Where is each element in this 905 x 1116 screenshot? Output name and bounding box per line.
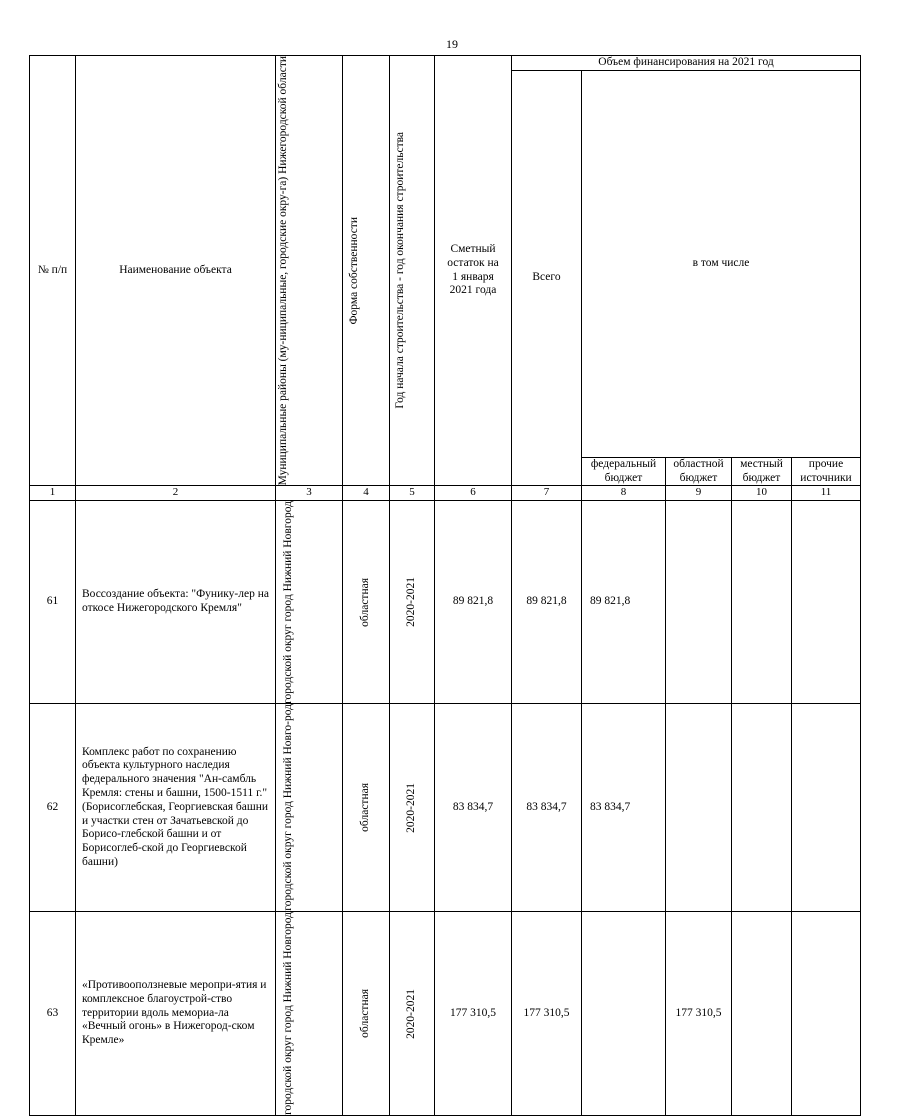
column-number: 6 xyxy=(435,486,512,500)
ownership-cell: областная xyxy=(359,783,372,833)
local-cell xyxy=(732,704,792,912)
other-cell xyxy=(792,500,861,704)
header-num: № п/п xyxy=(30,56,76,486)
row-number: 61 xyxy=(30,500,76,704)
header-including: в том числе xyxy=(582,71,861,458)
header-regional: областной бюджет xyxy=(666,457,732,486)
row-number: 62 xyxy=(30,704,76,912)
column-number: 2 xyxy=(76,486,276,500)
header-other: прочие источники xyxy=(792,457,861,486)
table-row xyxy=(30,704,861,912)
regional-cell xyxy=(666,704,732,912)
column-number-row xyxy=(30,486,861,500)
years-cell: 2020-2021 xyxy=(405,988,418,1039)
federal-cell: 89 821,8 xyxy=(582,500,666,704)
object-name: «Противооползневые меропри-ятия и комплексное благоустрой-ство территории вдоль мемориа-ла «Вечный огонь» в Нижегород-ском Кремле» xyxy=(76,912,276,1116)
table-row xyxy=(30,912,861,1116)
column-number: 11 xyxy=(792,486,861,500)
funding-table xyxy=(29,55,861,1116)
total-cell: 89 821,8 xyxy=(512,500,582,704)
ownership-cell: областная xyxy=(359,577,372,627)
remainder-cell: 83 834,7 xyxy=(435,704,512,912)
regional-cell xyxy=(666,500,732,704)
remainder-cell: 177 310,5 xyxy=(435,912,512,1116)
total-cell: 83 834,7 xyxy=(512,704,582,912)
regional-cell: 177 310,5 xyxy=(666,912,732,1116)
header-ownership: Форма собственности xyxy=(348,216,360,325)
other-cell xyxy=(792,912,861,1116)
header-federal: федеральный бюджет xyxy=(582,457,666,486)
years-cell: 2020-2021 xyxy=(405,577,418,627)
header-district: Муниципальные районы (му-ниципальные, городские окру-га) Нижегородской области xyxy=(277,56,289,486)
years-cell: 2020-2021 xyxy=(405,782,418,833)
column-number: 1 xyxy=(30,486,76,500)
header-local: местный бюджет xyxy=(732,457,792,486)
row-number: 63 xyxy=(30,912,76,1116)
local-cell xyxy=(732,912,792,1116)
federal-cell xyxy=(582,912,666,1116)
column-number: 4 xyxy=(343,486,390,500)
column-number: 7 xyxy=(512,486,582,500)
total-cell: 177 310,5 xyxy=(512,912,582,1116)
header-years: Год начала строительства - год окончания строительства xyxy=(394,132,406,409)
header-object-name: Наименование объекта xyxy=(76,56,276,486)
district-cell: городской округ город Нижний Новгород xyxy=(282,912,294,1115)
column-number: 10 xyxy=(732,486,792,500)
column-number: 3 xyxy=(276,486,343,500)
object-name: Комплекс работ по сохранению объекта культурного наследия федерального значения "Ан-самбль Кремля: стены и башни, 1500-1511 г." (Борисоглебская, Георгиевская башни и участки стен от Зачатьевской до Борисо-глебской башни и от Борисоглеб-ской до Георгиевской башни) xyxy=(76,704,276,912)
other-cell xyxy=(792,704,861,912)
header-funding-group: Объем финансирования на 2021 год xyxy=(512,56,861,71)
remainder-cell: 89 821,8 xyxy=(435,500,512,704)
district-cell: городской округ город Нижний Новгород xyxy=(282,500,294,704)
column-number: 5 xyxy=(390,486,435,500)
object-name: Воссоздание объекта: "Фунику-лер на откосе Нижегородского Кремля" xyxy=(76,500,276,704)
federal-cell: 83 834,7 xyxy=(582,704,666,912)
column-number: 9 xyxy=(666,486,732,500)
district-cell: городской округ город Нижний Новго-род xyxy=(282,704,294,912)
page-number: 19 xyxy=(446,37,458,51)
column-number: 8 xyxy=(582,486,666,500)
local-cell xyxy=(732,500,792,704)
header-total: Всего xyxy=(512,71,582,486)
ownership-cell: областная xyxy=(359,989,372,1038)
header-remainder: Сметный остаток на 1 января 2021 года xyxy=(435,56,512,486)
table-row xyxy=(30,500,861,704)
